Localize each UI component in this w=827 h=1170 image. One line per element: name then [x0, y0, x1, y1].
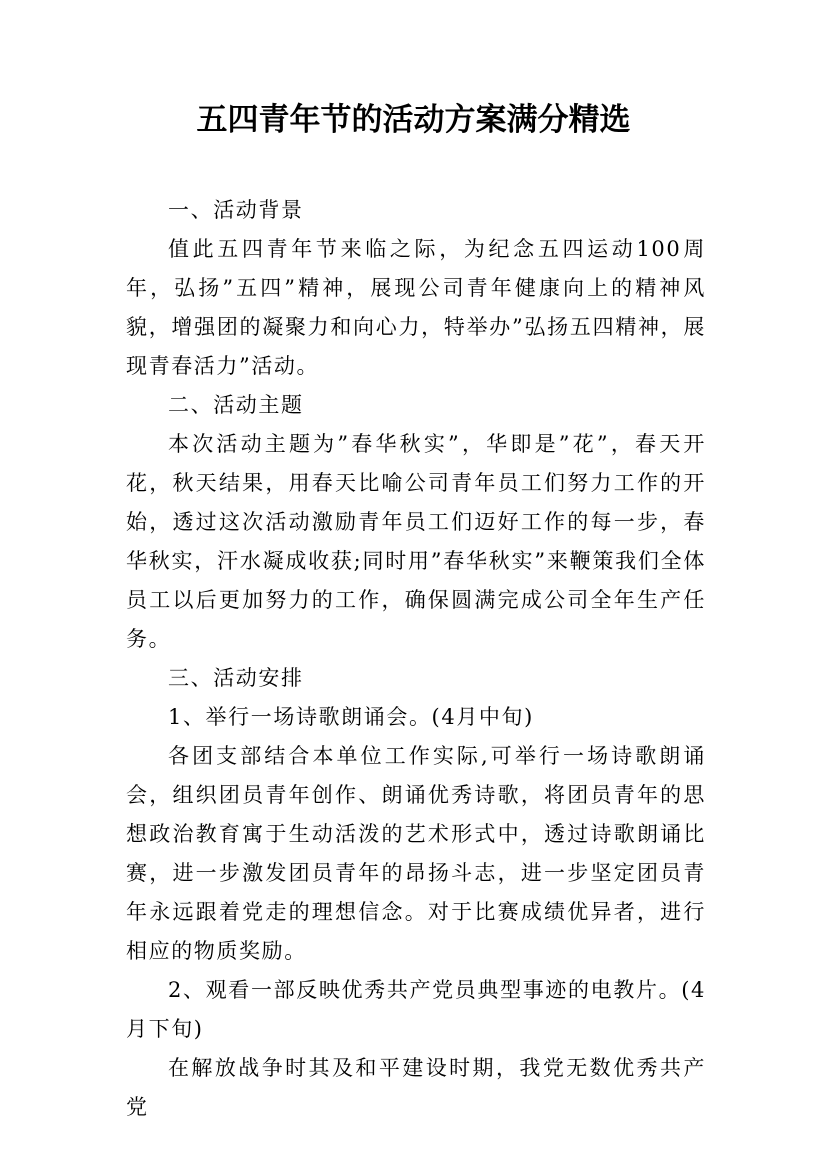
item-heading-film: 2、观看一部反映优秀共产党员典型事迹的电教片。(4月下旬) [126, 978, 706, 1041]
paragraph-poetry: 各团支部结合本单位工作实际,可举行一场诗歌朗诵会，组织团员青年创作、朗诵优秀诗歌，将团员青年的思想政治教育寓于生动活泼的艺术形式中，透过诗歌朗诵比赛，进一步激发团员青年的昂扬斗志，进一步坚定团员青年永远跟着党走的理想信念。对于比赛成绩优异者，进行相应的物质奖励。 [126, 744, 706, 963]
section-heading-background: 一、活动背景 [168, 198, 304, 222]
paragraph-theme: 本次活动主题为”春华秋实”，华即是”花”，春天开花，秋天结果，用春天比喻公司青年员工们努力工作的开始，透过这次活动激励青年员工们迈好工作的每一步，春华秋实，汗水凝成收获;同时用”春华秋实”来鞭策我们全体员工以后更加努力的工作，确保圆满完成公司全年生产任务。 [126, 432, 706, 651]
item-heading-poetry: 1、举行一场诗歌朗诵会。(4月中旬) [168, 705, 534, 729]
paragraph-background: 值此五四青年节来临之际，为纪念五四运动100周年，弘扬”五四”精神，展现公司青年健康向上的精神风貌，增强团的凝聚力和向心力，特举办”弘扬五四精神，展现青春活力”活动。 [126, 237, 706, 378]
document-body [126, 191, 706, 1127]
section-heading-arrangement: 三、活动安排 [168, 666, 304, 690]
section-heading-theme: 二、活动主题 [168, 393, 304, 417]
document-title: 五四青年节的活动方案满分精选 [196, 102, 631, 138]
paragraph-film: 在解放战争时其及和平建设时期，我党无数优秀共产党 [126, 1056, 706, 1119]
